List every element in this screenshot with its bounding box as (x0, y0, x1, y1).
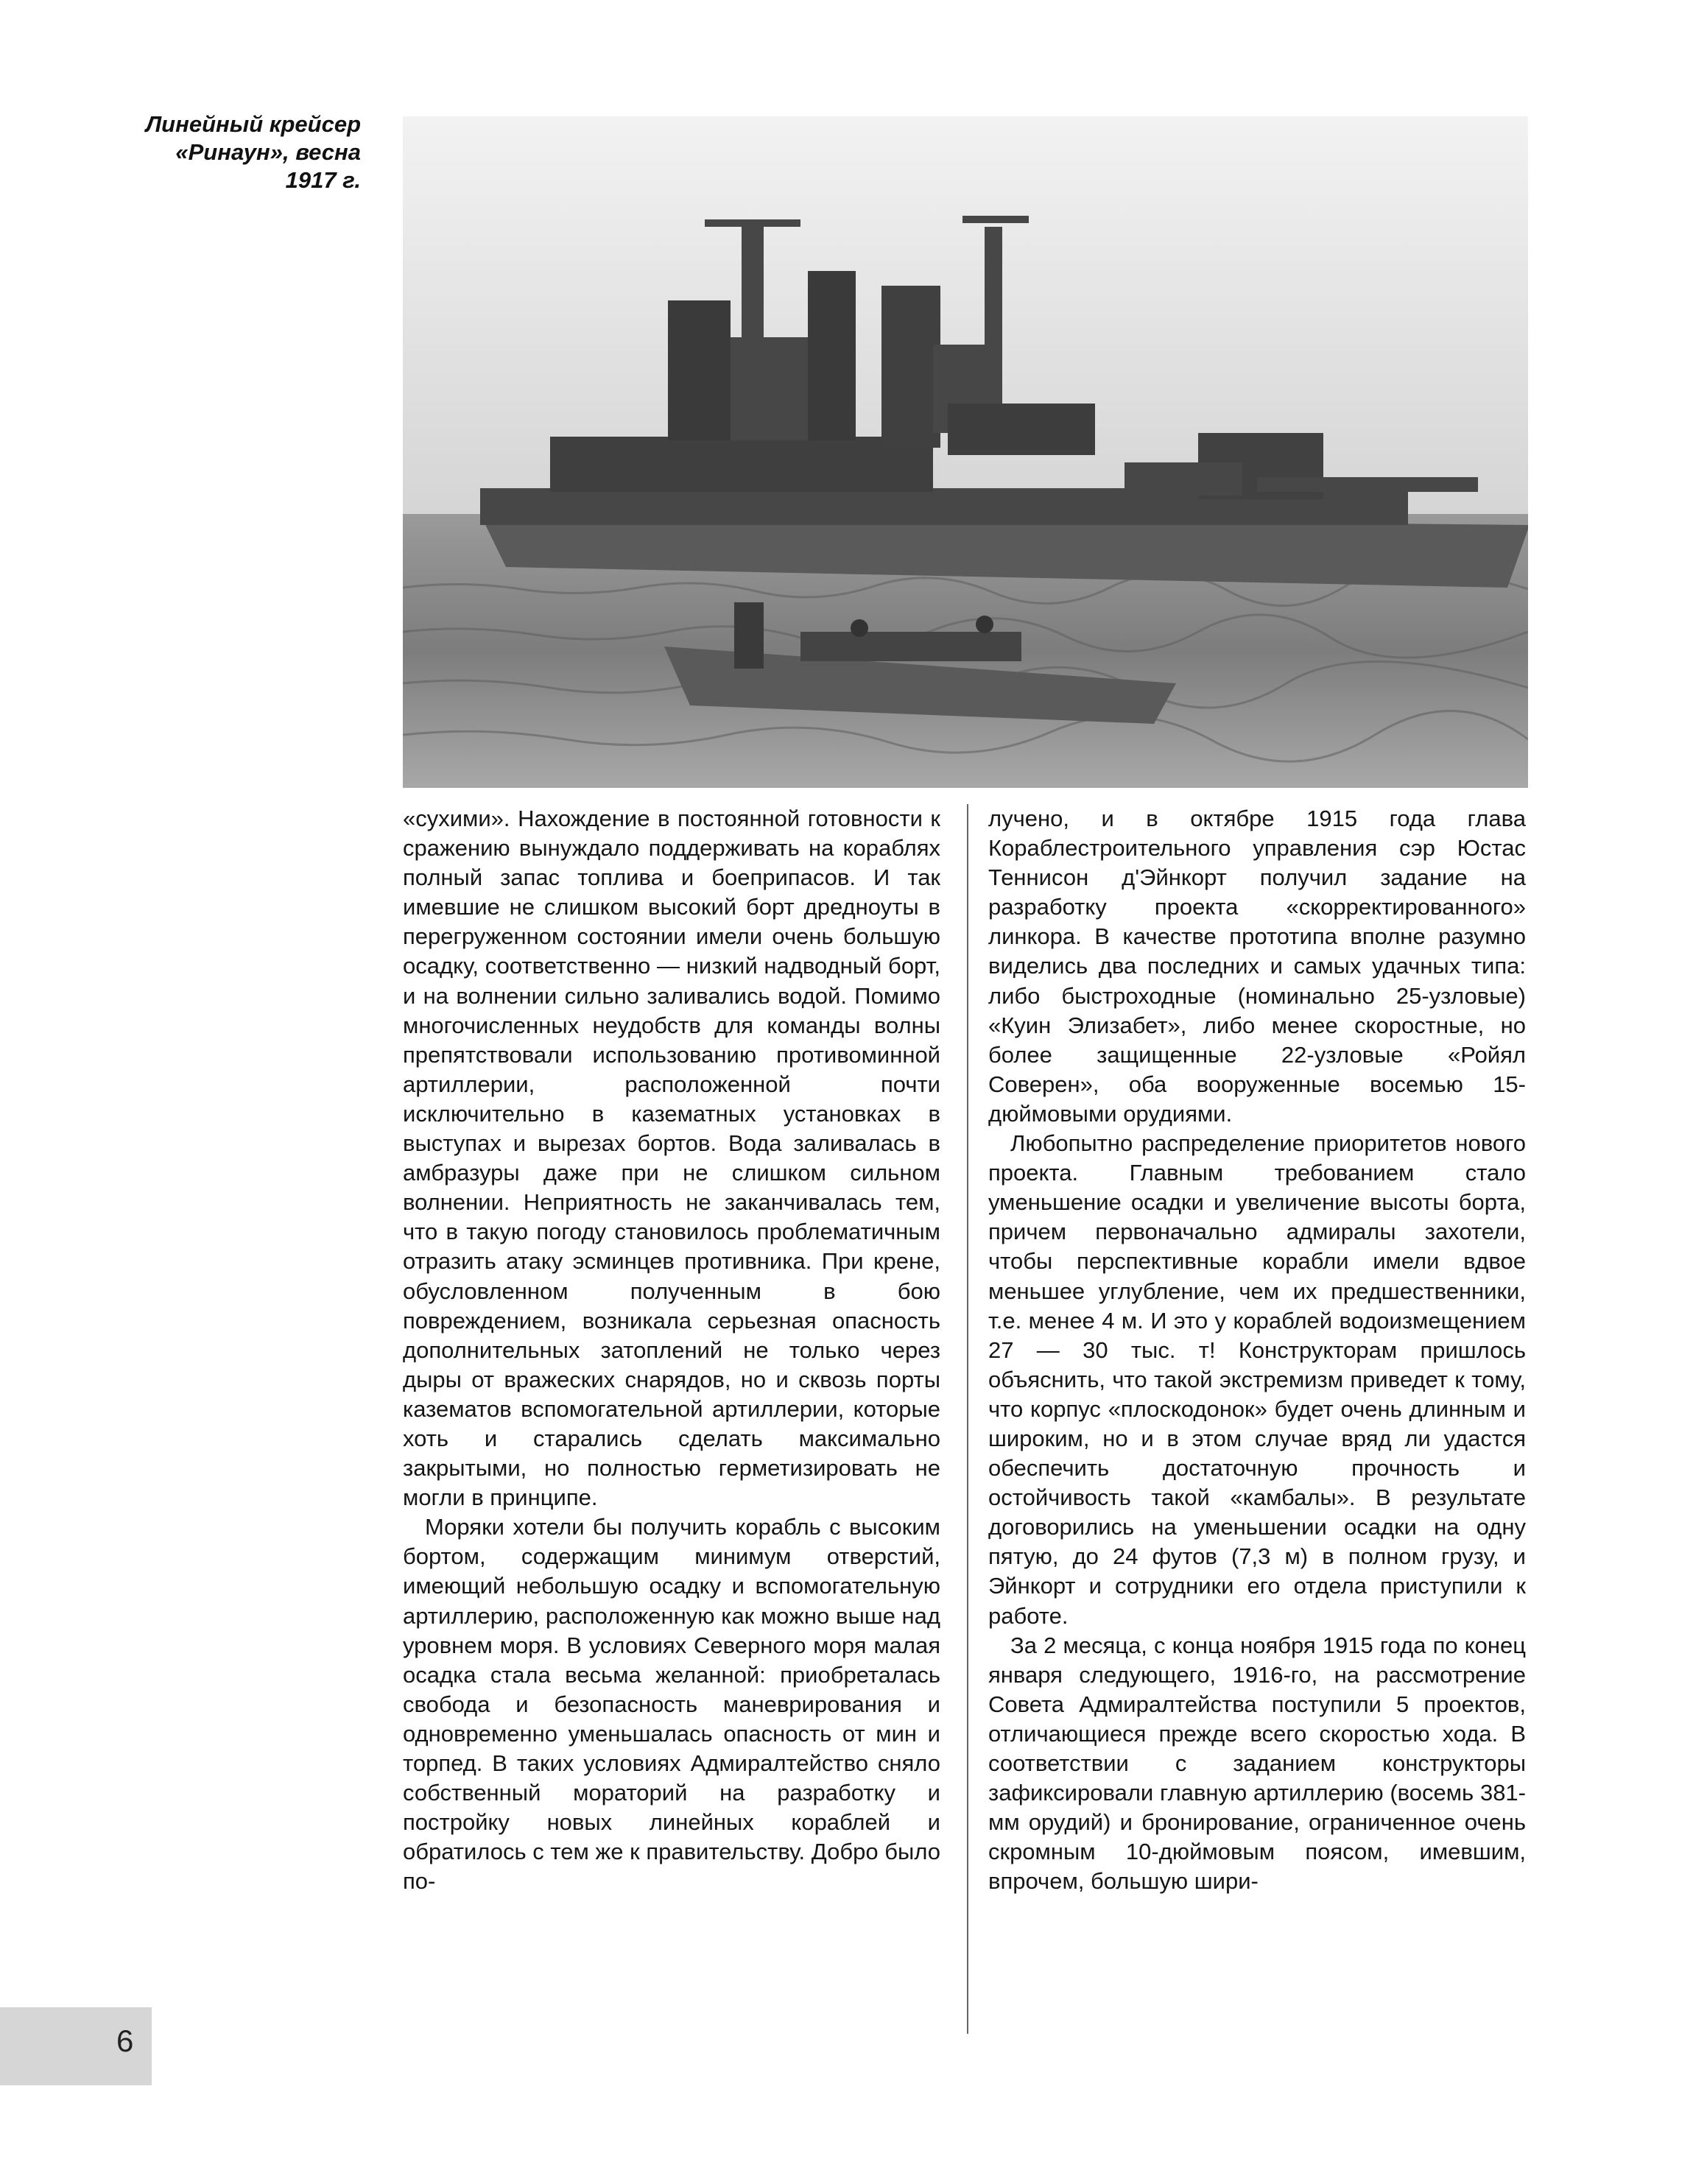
paragraph: лучено, и в октябре 1915 года глава Кораблестроительного управления сэр Юстас Теннисон д'Эйнкорт получил задание на разработку проекта «скорректированного» линкора. В качестве прототипа вполне разумно виделись два последних и самых удачных типа: либо быстроходные (номинально 25-узловые) «Куин Элизабет», либо менее скоростные, но более защищенные 22-узловые «Ройял Соверен», оба вооруженные восемью 15-дюймовыми орудиями. (988, 806, 1526, 1127)
text-column-left (403, 804, 940, 1896)
paragraph: За 2 месяца, с конца ноября 1915 года по конец января следующего, 1916-го, на рассмотрение Совета Адмиралтейства поступили 5 проектов, отличающиеся прежде всего скоростью хода. В соответствии с заданием конструкторы зафиксировали главную артиллерию (восемь 381-мм орудий) и бронирование, ограниченное очень скромным 10-дюймовым поясом, имевшим, впрочем, большую шири- (988, 1632, 1526, 1895)
caption-line-1: Линейный крейсер (145, 111, 361, 137)
paragraph: «сухими». Нахождение в постоянной готовности к сражению вынуждало поддерживать на кораблях полный запас топлива и боеприпасов. И так имевшие не слишком высокий борт дредноуты в перегруженном состоянии имели очень большую осадку, соответственно — низкий надводный борт, и на волнении сильно заливались водой. Помимо многочисленных неудобств для команды волны препятствовали использованию противоминной артиллерии, расположенной почти исключительно в казематных установках в выступах и вырезах бортов. Вода заливалась в амбразуры даже при не слишком сильном волнении. Неприятность не заканчивалась тем, что в такую погоду становилось проблематичным отразить атаку эсминцев противника. При крене, обусловленном полученным в бою повреждением, возникала серьезная опасность дополнительных затоплений не только через дыры от вражеских снарядов, но и сквозь порты казематов вспомогательной артиллерии, которые хоть и старались сделать максимально закрытыми, но полностью герметизировать не могли в принципе. (403, 806, 940, 1511)
text-column-right (988, 804, 1526, 1896)
paragraph: Моряки хотели бы получить корабль с высоким бортом, содержащим минимум отверстий, имеющий небольшую осадку и вспомогательную артиллерию, расположенную как можно выше над уровнем моря. В условиях Северного моря малая осадка стала весьма желанной: приобреталась свобода и безопасность маневрирования и одновременно уменьшалась опасность от мин и торпед. В таких условиях Адмиралтейство сняло собственный мораторий на разработку и постройку новых линейных кораблей и обратилось с тем же к правительству. Добро было по- (403, 1514, 940, 1895)
page-number: 6 (116, 2023, 134, 2058)
column-divider (967, 804, 968, 2034)
caption-line-2: «Ринаун», весна (175, 139, 361, 165)
caption-line-3: 1917 г. (285, 167, 361, 193)
ship-photograph (403, 116, 1528, 788)
paragraph: Любопытно распределение приоритетов нового проекта. Главным требованием стало уменьшение осадки и увеличение высоты борта, причем первоначально адмиралы захотели, чтобы перспективные корабли имели вдвое меньшее углубление, чем их предшественники, т.е. менее 4 м. И это у кораблей водоизмещением 27 — 30 тыс. т! Конструкторам пришлось объяснить, что такой экстремизм приведет к тому, что корпус «плоскодонок» будет очень длинным и широким, но и в этом случае вряд ли удастся обеспечить достаточную прочность и остойчивость такой «камбалы». В результате договорились на уменьшении осадки на одну пятую, до 24 футов (7,3 м) в полном грузу, и Эйнкорт и сотрудники его отдела приступили к работе. (988, 1130, 1526, 1629)
photo-caption (110, 110, 361, 194)
